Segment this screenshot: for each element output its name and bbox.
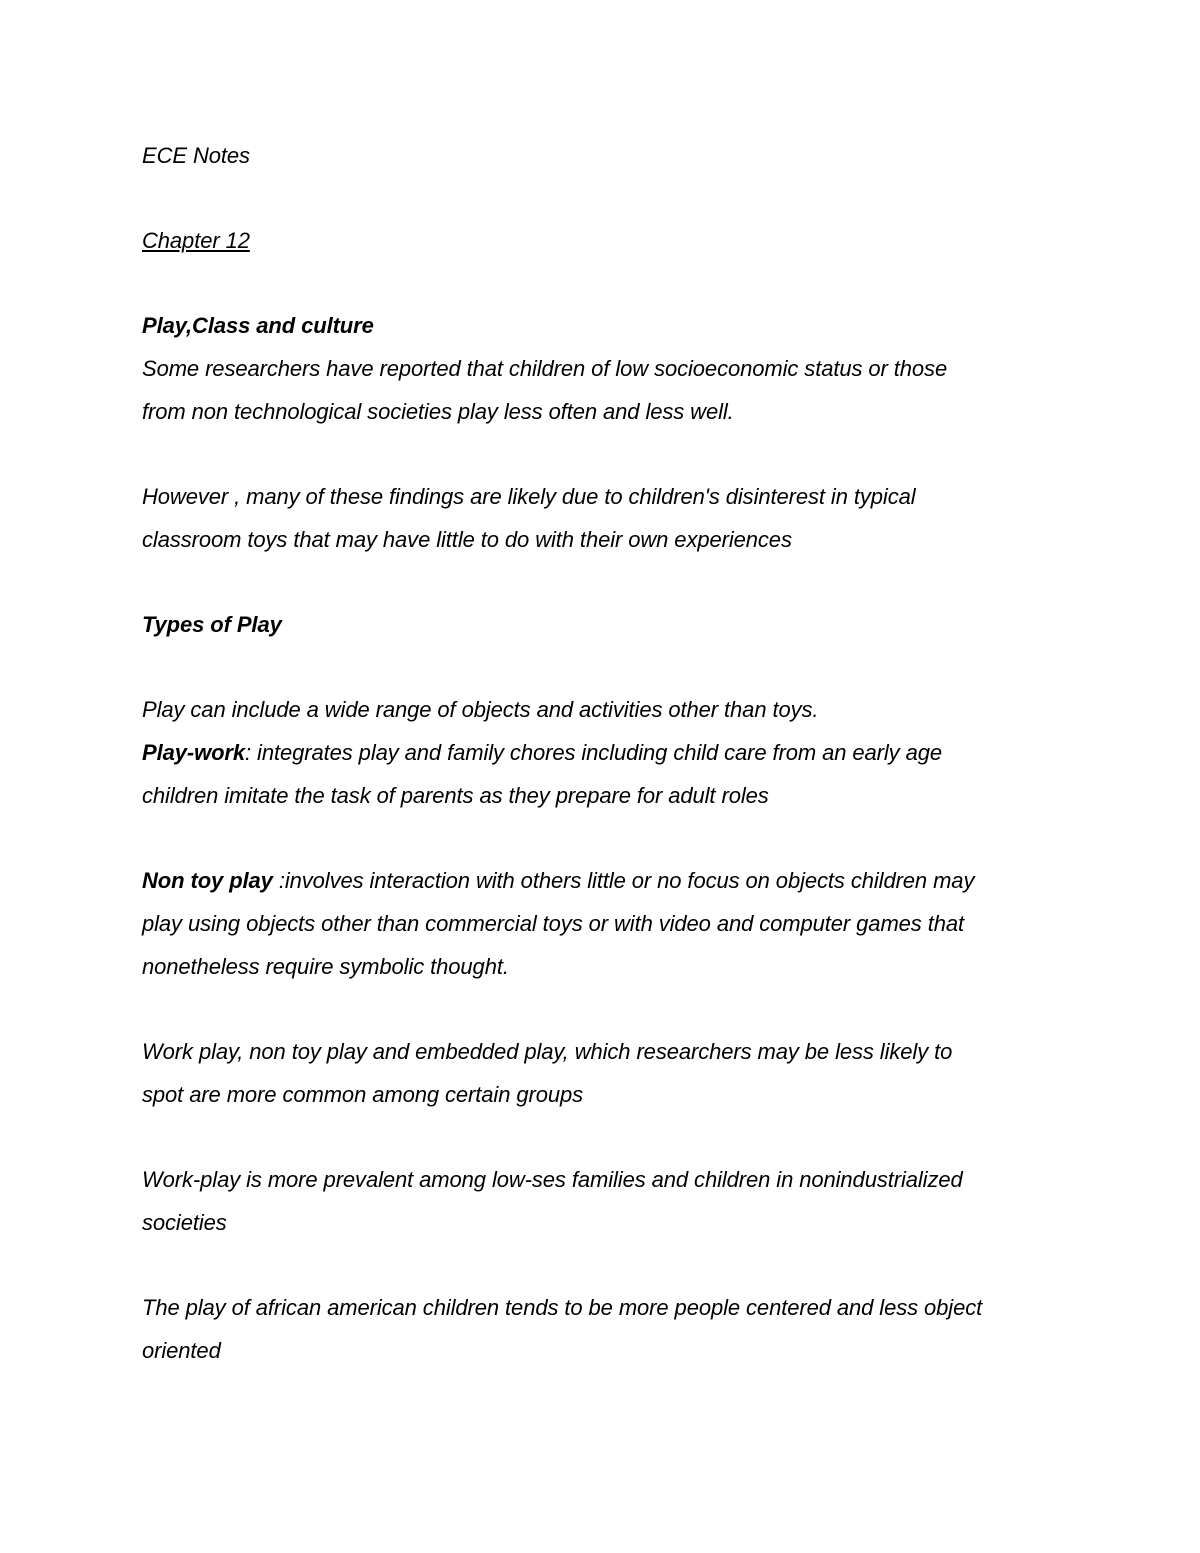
paragraph-line: However , many of these findings are likely due to children's disinterest in typical	[142, 484, 916, 509]
paragraph-line: Work play, non toy play and embedded play, which researchers may be less likely to	[142, 1039, 953, 1064]
paragraph-line: spot are more common among certain groups	[142, 1082, 584, 1107]
term-play-work: Play-work	[142, 740, 246, 765]
paragraph-line: Some researchers have reported that children of low socioeconomic status or those	[142, 356, 948, 381]
paragraph-line: Work-play is more prevalent among low-ses families and children in nonindustrialized	[142, 1167, 963, 1192]
definition-play-work	[142, 739, 1072, 767]
paragraph-line: from non technological societies play less often and less well.	[142, 399, 734, 424]
definition-non-toy-play	[142, 867, 1072, 895]
paragraph-line: oriented	[142, 1338, 221, 1363]
definition-text: :involves interaction with others little or no focus on objects children may	[272, 868, 975, 893]
paragraph-line: classroom toys that may have little to do with their own experiences	[142, 527, 792, 552]
paragraph-line: play using objects other than commercial toys or with video and computer games that	[142, 911, 965, 936]
document-title: ECE Notes	[142, 143, 250, 168]
section-heading-types-of-play: Types of Play	[142, 612, 282, 637]
definition-text: : integrates play and family chores including child care from an early age	[245, 740, 942, 765]
paragraph-line: Play can include a wide range of objects and activities other than toys.	[142, 697, 819, 722]
chapter-heading: Chapter 12	[142, 228, 250, 253]
term-non-toy-play: Non toy play	[142, 868, 273, 893]
section-heading-play-class-culture: Play,Class and culture	[142, 313, 374, 338]
paragraph-line: societies	[142, 1210, 227, 1235]
paragraph-line: nonetheless require symbolic thought.	[142, 954, 509, 979]
paragraph-line: children imitate the task of parents as they prepare for adult roles	[142, 783, 769, 808]
paragraph-line: The play of african american children tends to be more people centered and less object	[142, 1295, 983, 1320]
